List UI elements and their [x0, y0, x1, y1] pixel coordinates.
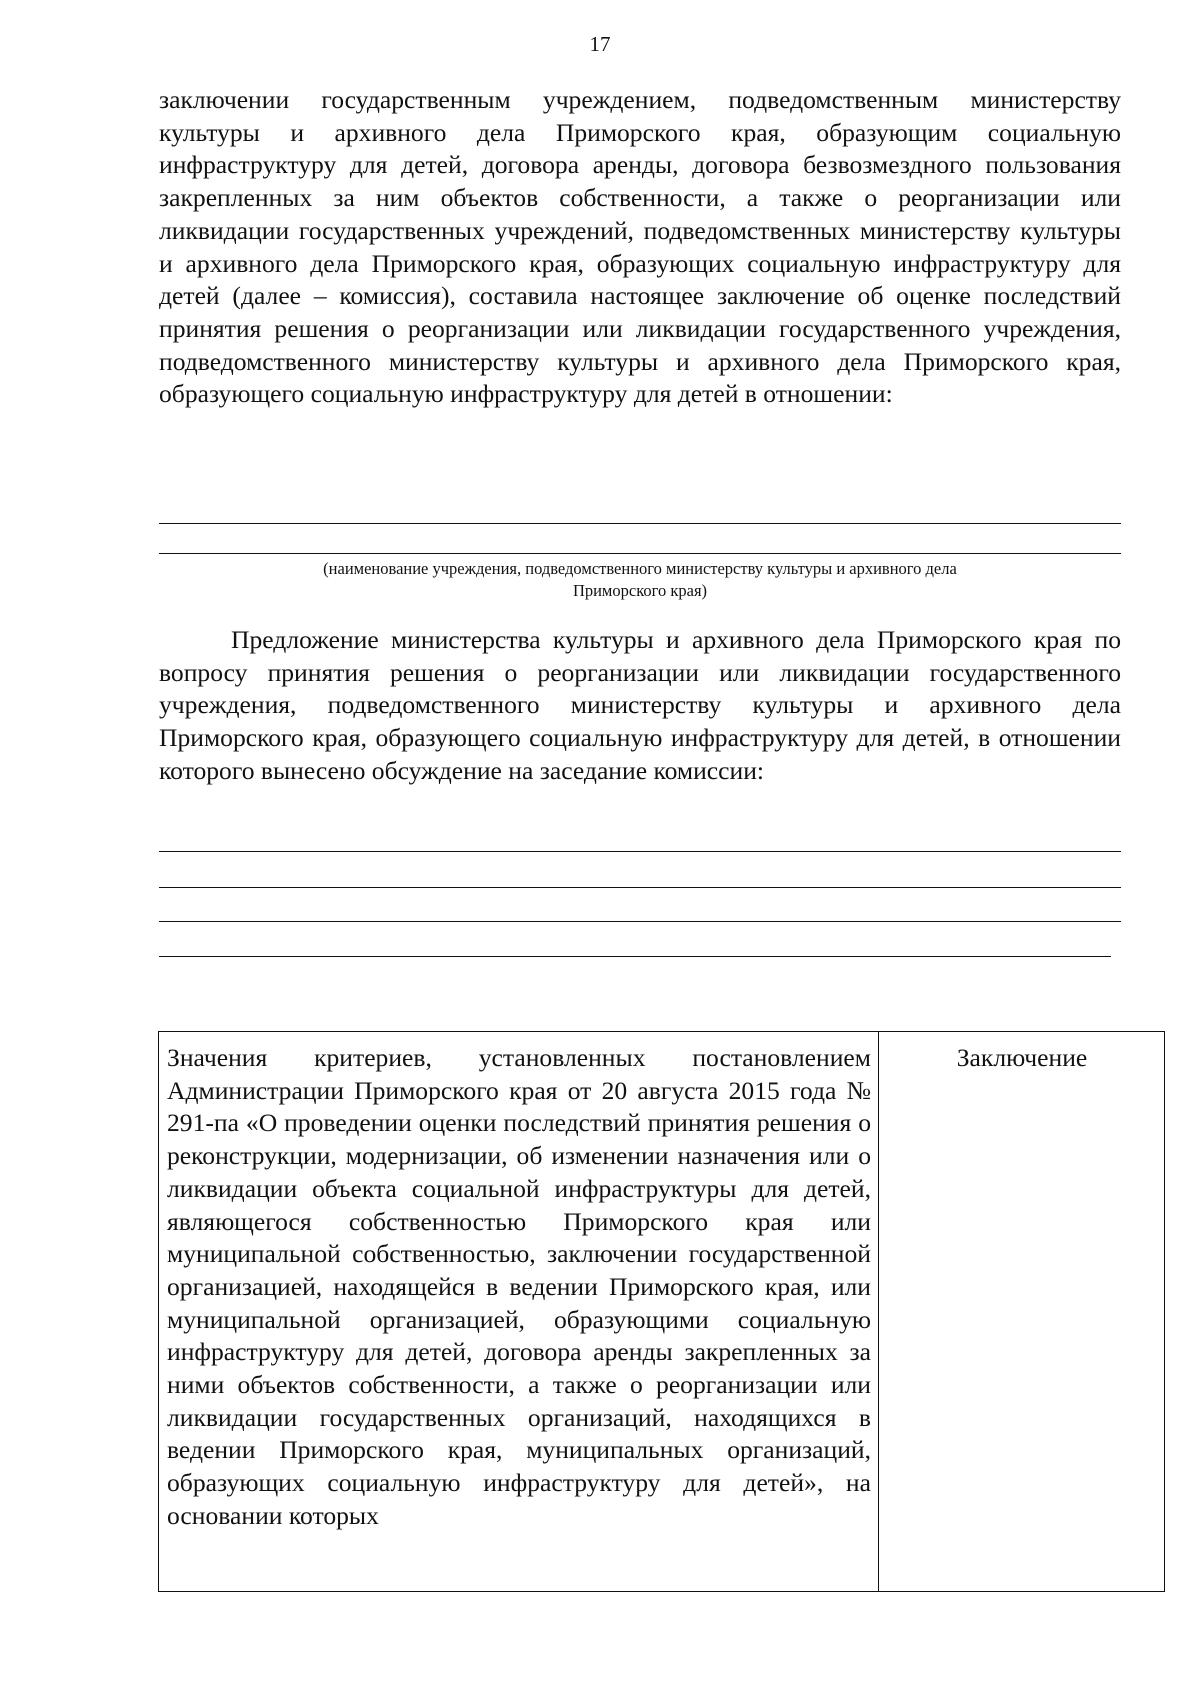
proposal-answer-line-3 [159, 921, 1121, 922]
proposal-answer-line-4 [159, 956, 1111, 957]
conclusion-header-cell: Заключение [879, 1032, 1165, 1592]
criteria-table [158, 1031, 1165, 1592]
institution-name-line-2 [159, 553, 1121, 554]
proposal-answer-line-1 [159, 851, 1121, 852]
intro-paragraph: заключении государственным учреждением, подведомственным министерству культуры и архивного дела Приморского края, образующим социальную инфраструктуру для детей, договора аренды, договора безвозмездного пользования закрепленных за ним объектов собственности, а также о реорганизации или ликвидации государственных учреждений, подведомственных министерству культуры и архивного дела Приморского края, образующих социальную инфраструктуру для детей (далее – комиссия), составила настоящее заключение об оценке последствий принятия решения о реорганизации или ликвидации государственного учреждения, подведомственного министерству культуры и архивного дела Приморского края, образующего социальную инфраструктуру для детей в отношении: [159, 85, 1121, 409]
proposal-answer-line-2 [159, 887, 1121, 888]
institution-caption-line-2: Приморского края) [572, 581, 708, 600]
page-number: 17 [589, 32, 611, 56]
institution-caption-line-1: (наименование учреждения, подведомственного министерству культуры и архивного дела [323, 559, 957, 578]
institution-caption [159, 558, 1121, 602]
proposal-paragraph: Предложение министерства культуры и архивного дела Приморского края по вопросу принятия решения о реорганизации или ликвидации государственного учреждения, подведомственного министерству культуры и архивного дела Приморского края, образующего социальную инфраструктуру для детей, в отношении которого вынесено обсуждение на заседание комиссии: [159, 625, 1121, 785]
table-row [159, 1032, 1165, 1592]
institution-name-line-1 [159, 523, 1121, 524]
criteria-cell: Значения критериев, установленных постановлением Администрации Приморского края от 20 августа 2015 года № 291-па «О проведении оценки последствий принятия решения о реконструкции, модернизации, об изменении назначения или о ликвидации объекта социальной инфраструктуры для детей, являющегося собственностью Приморского края или муниципальной собственностью, заключении государственной организацией, находящейся в ведении Приморского края, или муниципальной организацией, образующими социальную инфраструктуру для детей, договора аренды закрепленных за ними объектов собственности, а также о реорганизации или ликвидации государственных организаций, находящихся в ведении Приморского края, муниципальных организаций, образующих социальную инфраструктуру для детей», на основании которых [159, 1032, 879, 1592]
